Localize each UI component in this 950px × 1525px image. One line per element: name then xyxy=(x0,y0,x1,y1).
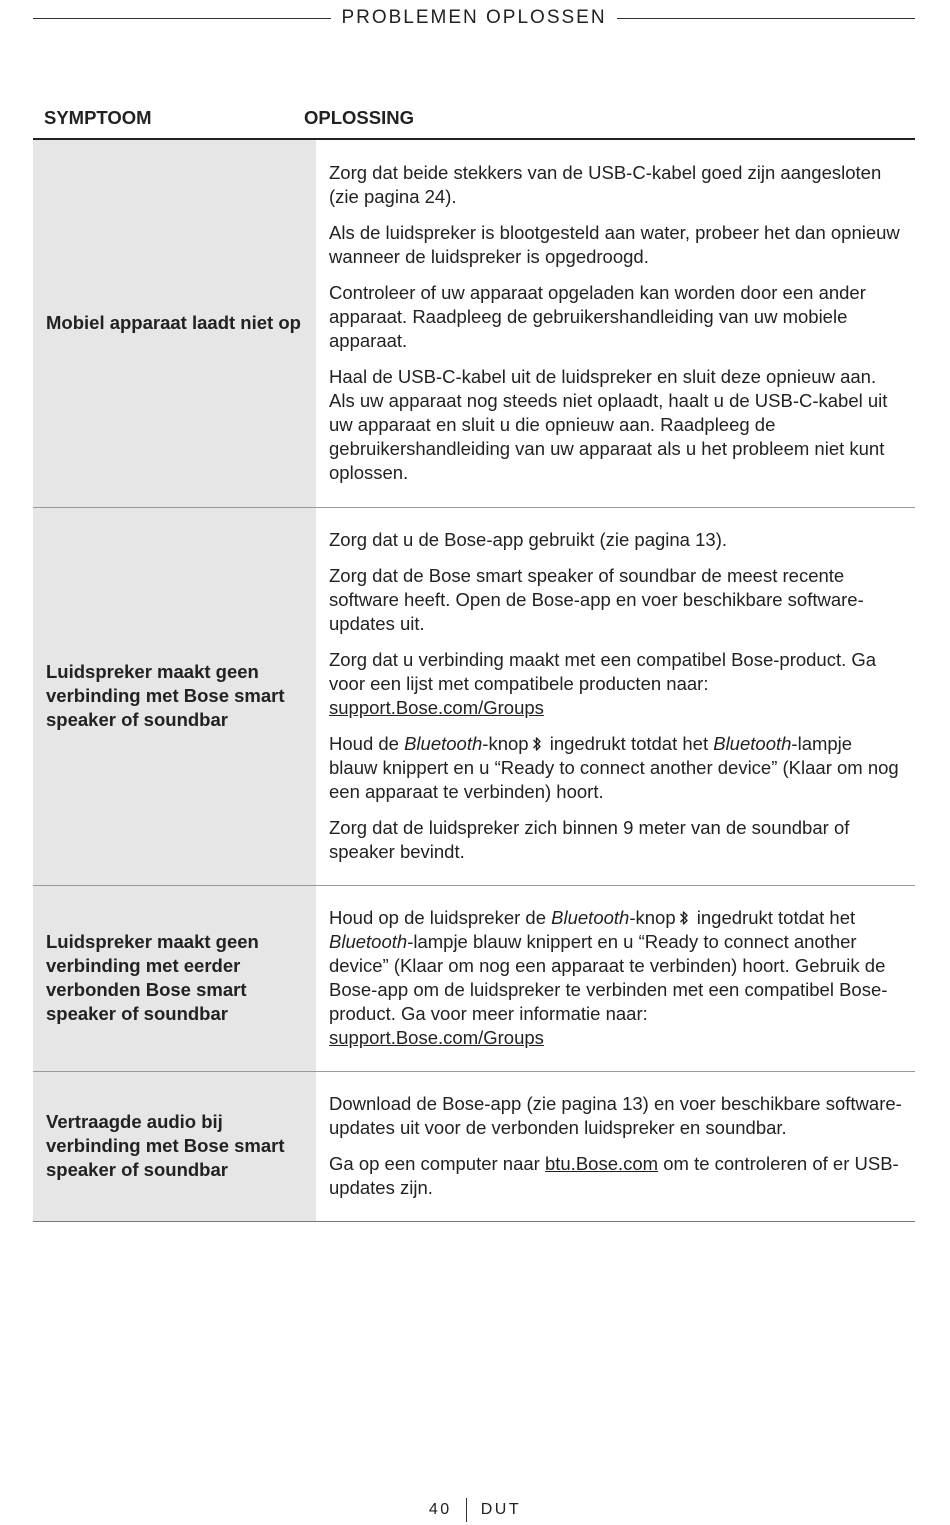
solution-paragraph: Download de Bose-app (zie pagina 13) en voer beschikbare software-updates uit voor de verbonden luidspreker en soundbar. xyxy=(329,1093,902,1138)
table-row xyxy=(33,885,915,1071)
solution-paragraph: Haal de USB-C-kabel uit de luidspreker en sluit deze opnieuw aan. Als uw apparaat nog steeds niet oplaadt, haalt u de USB-C-kabel uit uw apparaat en sluit u die opnieuw aan. Raadpleeg de gebruikershandleiding van uw apparaat als u het probleem niet kunt oplossen. xyxy=(329,366,888,484)
solution-paragraph: Zorg dat beide stekkers van de USB-C-kabel goed zijn aangesloten (zie pagina 24). xyxy=(329,162,882,208)
troubleshooting-table xyxy=(33,140,915,1222)
solution-text: ingedrukt totdat het xyxy=(691,907,856,928)
solution-cell xyxy=(316,140,915,507)
table-row xyxy=(33,507,915,885)
solution-text: om te controleren of er USB-updates zijn. xyxy=(329,1153,899,1198)
column-header-solution: OPLOSSING xyxy=(304,107,414,128)
solution-text: Zorg dat u verbinding maakt met een compatibel Bose-product. Ga voor een lijst met compatibele producten naar: xyxy=(329,649,877,694)
bluetooth-icon xyxy=(531,735,543,753)
solution-paragraph: Als de luidspreker is blootgesteld aan water, probeer het dan opnieuw wanneer de luidspreker is opgedroogd. xyxy=(329,222,900,268)
solution-text: Ga op een computer naar xyxy=(329,1153,545,1174)
solution-paragraph xyxy=(329,732,905,804)
solution-paragraph: Zorg dat u de Bose-app gebruikt (zie pagina 13). xyxy=(329,529,727,550)
symptom-cell: Luidspreker maakt geen verbinding met eerder verbonden Bose smart speaker of soundbar xyxy=(33,885,316,1071)
page-footer xyxy=(0,1498,950,1522)
bluetooth-term: Bluetooth xyxy=(329,931,408,952)
solution-cell xyxy=(316,885,915,1071)
solution-text: -knop xyxy=(482,733,529,754)
solution-text: Houd de xyxy=(329,733,405,754)
solution-text: -lampje blauw knippert en u “Ready to connect another device” (Klaar om nog een apparaat te verbinden) hoort. xyxy=(329,733,899,802)
bluetooth-icon xyxy=(678,909,690,927)
btu-bose-link[interactable]: btu.Bose.com xyxy=(544,1153,659,1174)
solution-paragraph: Controleer of uw apparaat opgeladen kan worden door een ander apparaat. Raadpleeg de gebruikershandleiding van uw mobiele apparaat. xyxy=(329,282,866,352)
solution-paragraph: Zorg dat de Bose smart speaker of soundbar de meest recente software heeft. Open de Bose-app en voer beschikbare software-updates uit. xyxy=(329,565,864,634)
symptom-cell: Luidspreker maakt geen verbinding met Bose smart speaker of soundbar xyxy=(33,507,316,885)
footer-divider xyxy=(466,1498,467,1522)
language-code: DUT xyxy=(480,1501,522,1519)
solution-cell xyxy=(316,507,915,885)
header-rule-right xyxy=(617,18,915,19)
bluetooth-term: Bluetooth xyxy=(551,907,630,928)
page-title: PROBLEMEN OPLOSSEN xyxy=(341,7,607,28)
solution-paragraph: Zorg dat de luidspreker zich binnen 9 meter van de soundbar of speaker bevindt. xyxy=(329,817,850,862)
solution-text: -lampje blauw knippert en u “Ready to connect another device” (Klaar om nog een apparaat te verbinden) hoort. Gebruik de Bose-app om de luidspreker te verbinden met een compatibel Bose-product. Ga voor meer informatie naar: xyxy=(329,931,888,1024)
solution-paragraph xyxy=(329,1152,905,1200)
solution-paragraph xyxy=(329,906,905,1050)
page-header xyxy=(33,5,915,31)
support-groups-link[interactable]: support.Bose.com/Groups xyxy=(329,1027,544,1048)
solution-cell xyxy=(316,1071,915,1221)
support-groups-link[interactable]: support.Bose.com/Groups xyxy=(329,697,544,718)
solution-text: Houd op de luidspreker de xyxy=(329,907,552,928)
bluetooth-term: Bluetooth xyxy=(713,733,792,754)
solution-text: ingedrukt totdat het xyxy=(544,733,714,754)
header-rule-left xyxy=(33,18,331,19)
bluetooth-term: Bluetooth xyxy=(404,733,483,754)
solution-text: -knop xyxy=(629,907,676,928)
column-header-symptom: SYMPTOOM xyxy=(44,107,152,128)
solution-paragraph xyxy=(329,648,905,720)
page-number: 40 xyxy=(428,1501,452,1519)
table-row xyxy=(33,1071,915,1221)
symptom-cell: Vertraagde audio bij verbinding met Bose smart speaker of soundbar xyxy=(33,1071,316,1221)
symptom-cell: Mobiel apparaat laadt niet op xyxy=(33,140,316,507)
table-row xyxy=(33,140,915,507)
